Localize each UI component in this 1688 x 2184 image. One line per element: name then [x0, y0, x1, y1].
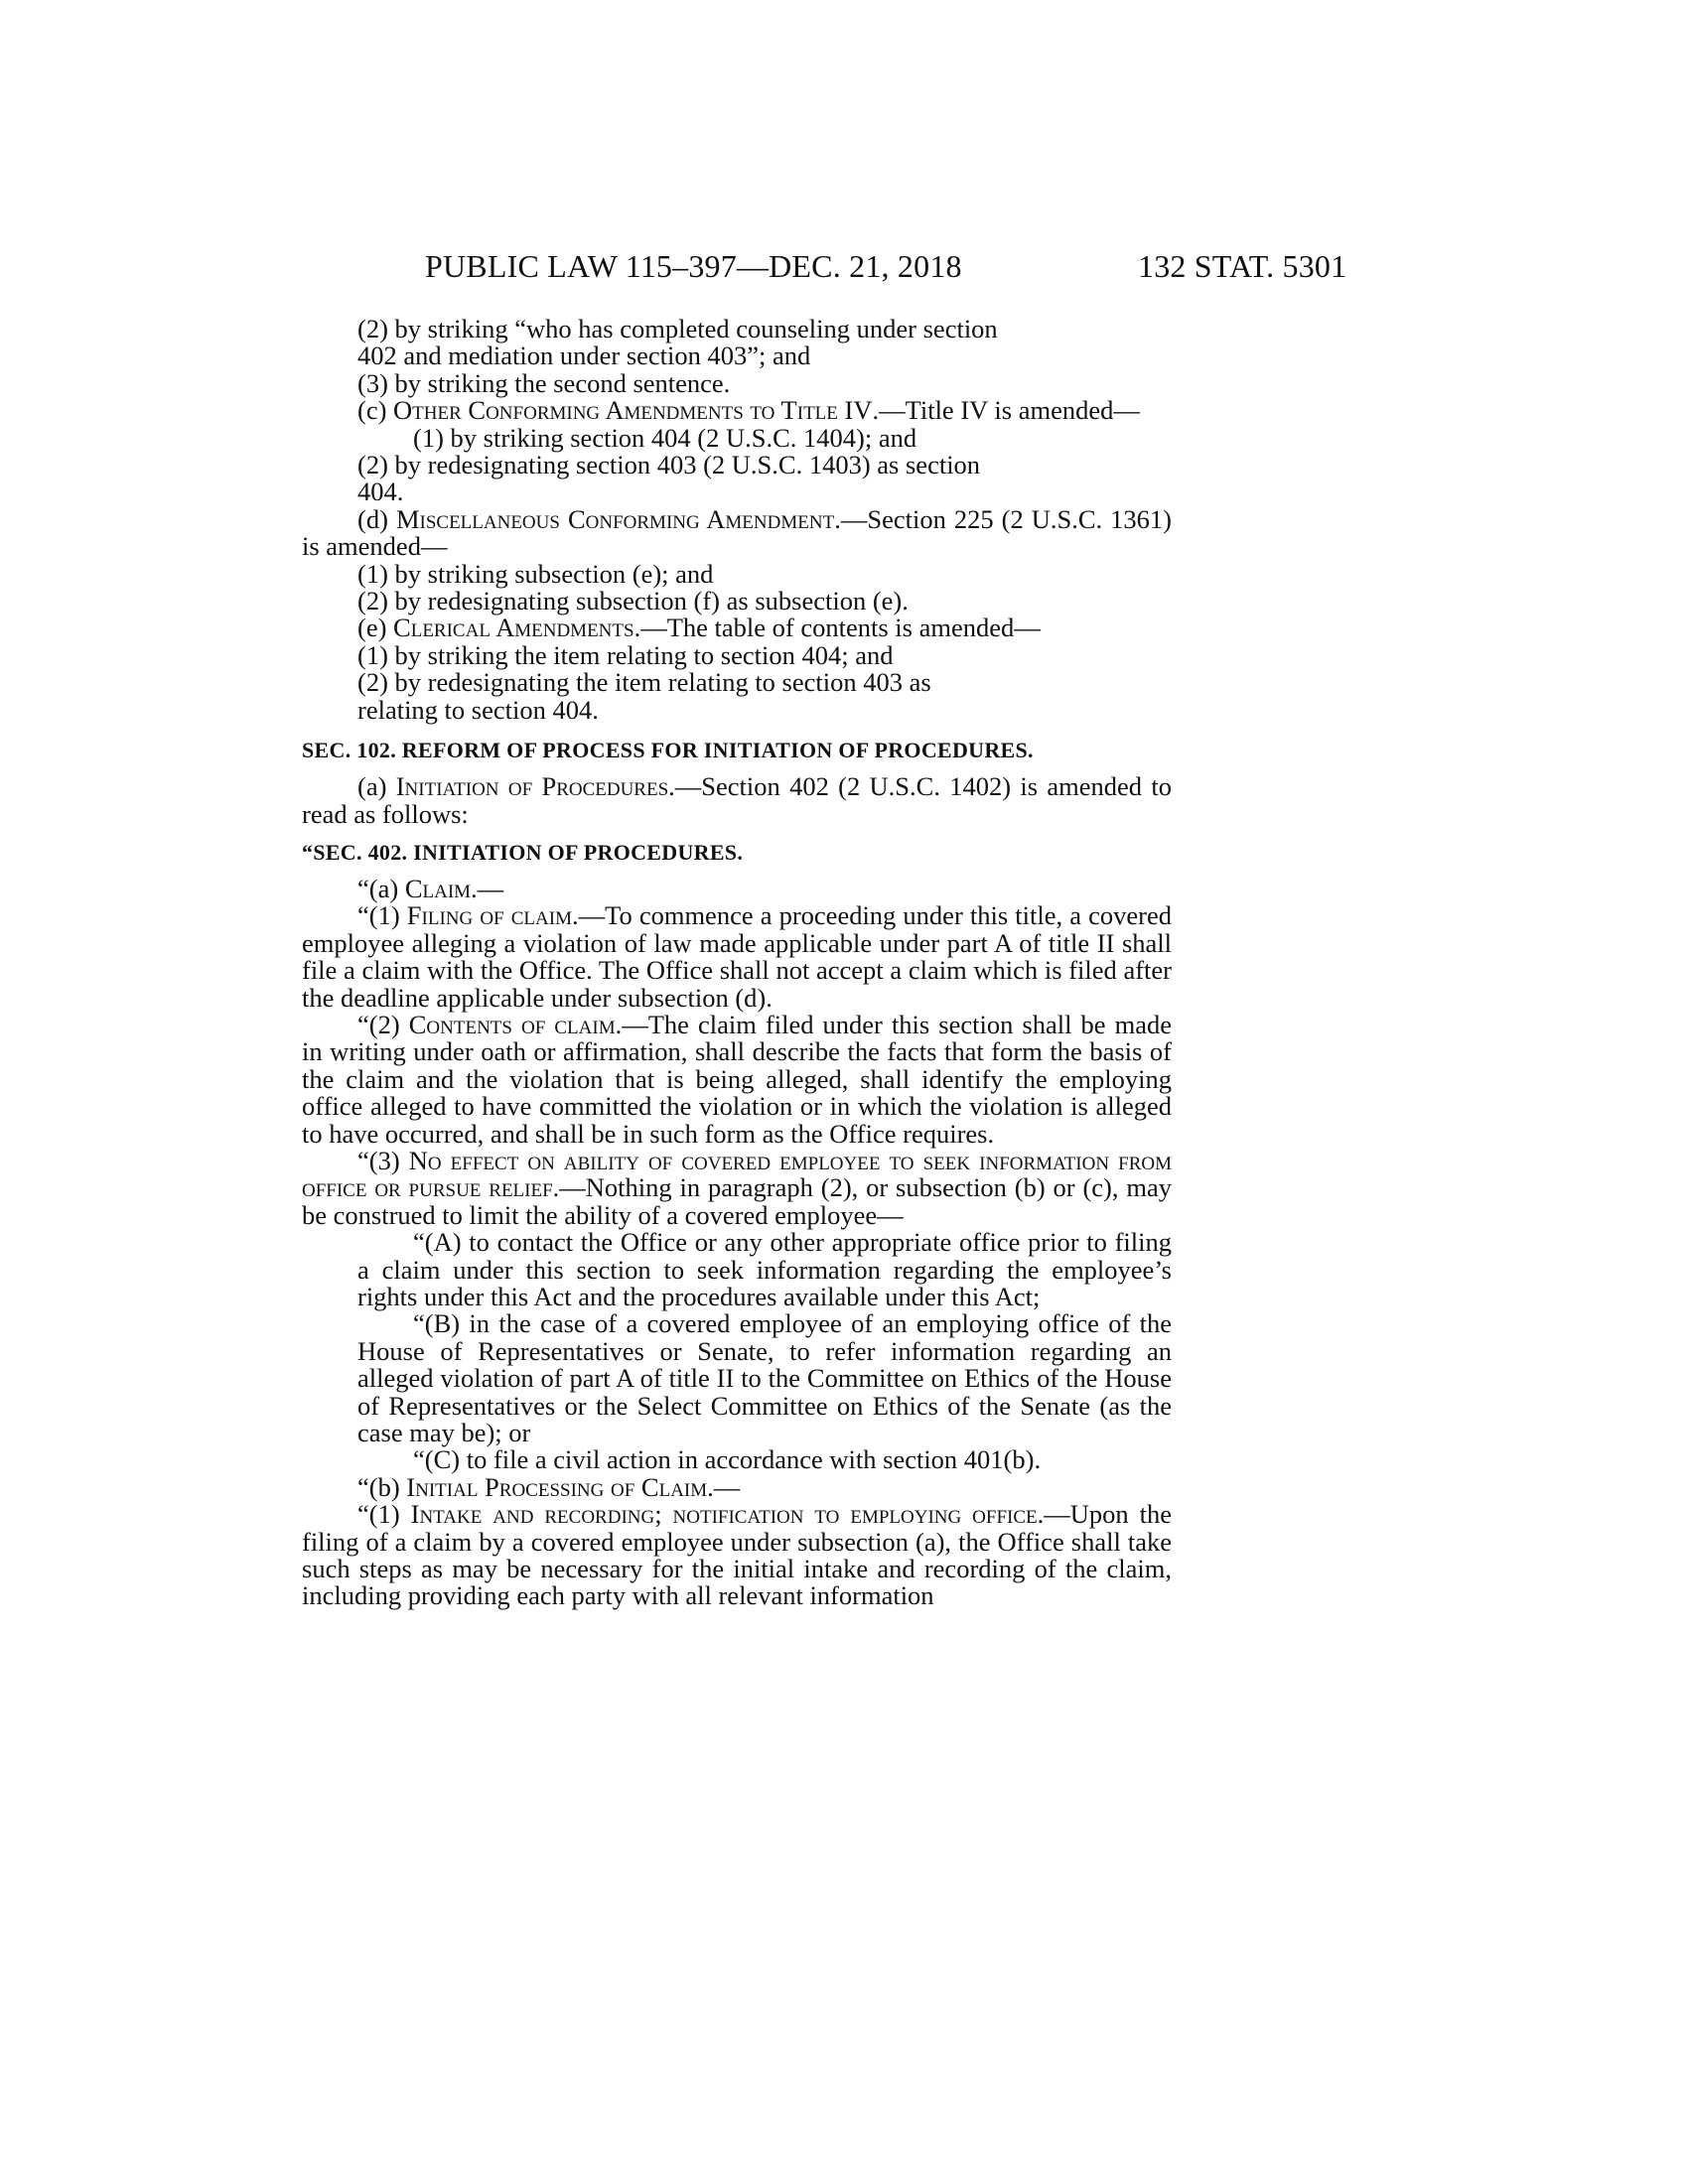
subparagraph-b: “(B) in the case of a covered employee of an employing office of the House of Representatives or Senate, to refer information regarding an alleged violation of part A of title II to the Committee on Ethics of the House of Representatives or the Select Committee on Ethics of the Senate (as the case may be); or — [357, 1308, 1172, 1448]
subparagraph-c: “(C) to file a civil action in accordance with section 401(b). — [413, 1444, 1042, 1475]
subsection-e: (e) Clerical Amendments.—The table of contents is amended— — [357, 613, 1041, 643]
paragraph-heading: Contents of claim — [408, 1009, 616, 1039]
subsection-c: (c) Other Conforming Amendments to Title IV.—Title IV is amended— — [357, 395, 1140, 426]
paragraph: 402 and mediation under section 403”; and — [357, 341, 811, 371]
subsection-heading: Other Conforming Amendments to Title IV — [393, 395, 873, 426]
subparagraph-a: “(A) to contact the Office or any other appropriate office prior to filing a claim under this section to seek information regarding the employee’s rights under this Act and the procedures available under this Act; — [357, 1227, 1172, 1311]
quoted-subsection-a: “(a) Claim.— — [357, 873, 504, 903]
paragraph: (2) by redesignating section 403 (2 U.S.C. 1403) as section — [357, 450, 981, 480]
subsection-heading: Claim — [404, 873, 472, 903]
paragraph-b1: “(1) Intake and recording; notification to employing office.—Upon the filing of a claim by a covered employee under subsection (a), the Office shall take such steps as may be necessary for the initial intake and recording of the claim, including providing each party with all relevant information — [302, 1499, 1172, 1611]
quoted-subsection-b: “(b) Initial Processing of Claim.— — [357, 1471, 741, 1502]
paragraph-1: “(1) Filing of claim.—To commence a proceeding under this title, a covered employee alleging a violation of law made applicable under part A of title II shall file a claim with the Office. The Office shall not accept a claim which is filed after the deadline applicable under subsection (d). — [302, 900, 1172, 1013]
paragraph: (2) by striking “who has completed counseling under section — [357, 314, 998, 343]
document-body — [302, 316, 1172, 1610]
paragraph: (1) by striking subsection (e); and — [357, 558, 714, 589]
paragraph: (2) by redesignating subsection (f) as subsection (e). — [357, 586, 909, 616]
paragraph-heading: Intake and recording; notification to employing office — [410, 1499, 1038, 1530]
paragraph-2: “(2) Contents of claim.—The claim filed under this section shall be made in writing under oath or affirmation, shall describe the facts that form the basis of the claim and the violation that is being alleged, shall identify the employing office alleged to have committed the violation or in which the violation is alleged to have occurred, and shall be in such form as the Office requires. — [302, 1009, 1173, 1149]
paragraph: relating to section 404. — [357, 694, 599, 725]
running-head-title: PUBLIC LAW 115–397—DEC. 21, 2018 — [425, 248, 962, 284]
paragraph: (3) by striking the second sentence. — [357, 367, 731, 398]
section-heading: SEC. 102. REFORM OF PROCESS FOR INITIATION OF PROCEDURES. — [302, 738, 1034, 763]
subsection-heading: Clerical Amendments — [393, 613, 634, 643]
subsection-d: (d) Miscellaneous Conforming Amendment.—Section 225 (2 U.S.C. 1361) is amended— — [302, 503, 1173, 562]
running-head-stat-page: 132 STAT. 5301 — [1138, 248, 1347, 284]
subsection-heading: Initial Processing of Claim — [406, 1471, 708, 1502]
paragraph-heading: Filing of claim — [406, 900, 572, 931]
paragraph: (1) by striking the item relating to section 404; and — [357, 639, 894, 670]
paragraph: 404. — [357, 477, 404, 507]
paragraph-3: “(3) No effect on ability of covered employee to seek information from office or pursue relief.—Nothing in paragraph (2), or subsection (b) or (c), may be construed to limit the ability of a covered employee— — [302, 1145, 1172, 1230]
paragraph: (2) by redesignating the item relating to section 403 as — [357, 667, 931, 698]
subsection-heading: Miscellaneous Conforming Amendment — [395, 503, 835, 534]
paragraph: (1) by striking section 404 (2 U.S.C. 1404); and — [413, 422, 917, 453]
subsection-a: (a) Initiation of Procedures.—Section 402 (2 U.S.C. 1402) is amended to read as follows: — [302, 771, 1172, 829]
subsection-heading: Initiation of Procedures — [395, 771, 669, 802]
section-heading: “SEC. 402. INITIATION OF PROCEDURES. — [302, 839, 744, 865]
paragraph-heading: No effect on ability of covered employee to seek information from office or pursue relief — [302, 1145, 1172, 1203]
